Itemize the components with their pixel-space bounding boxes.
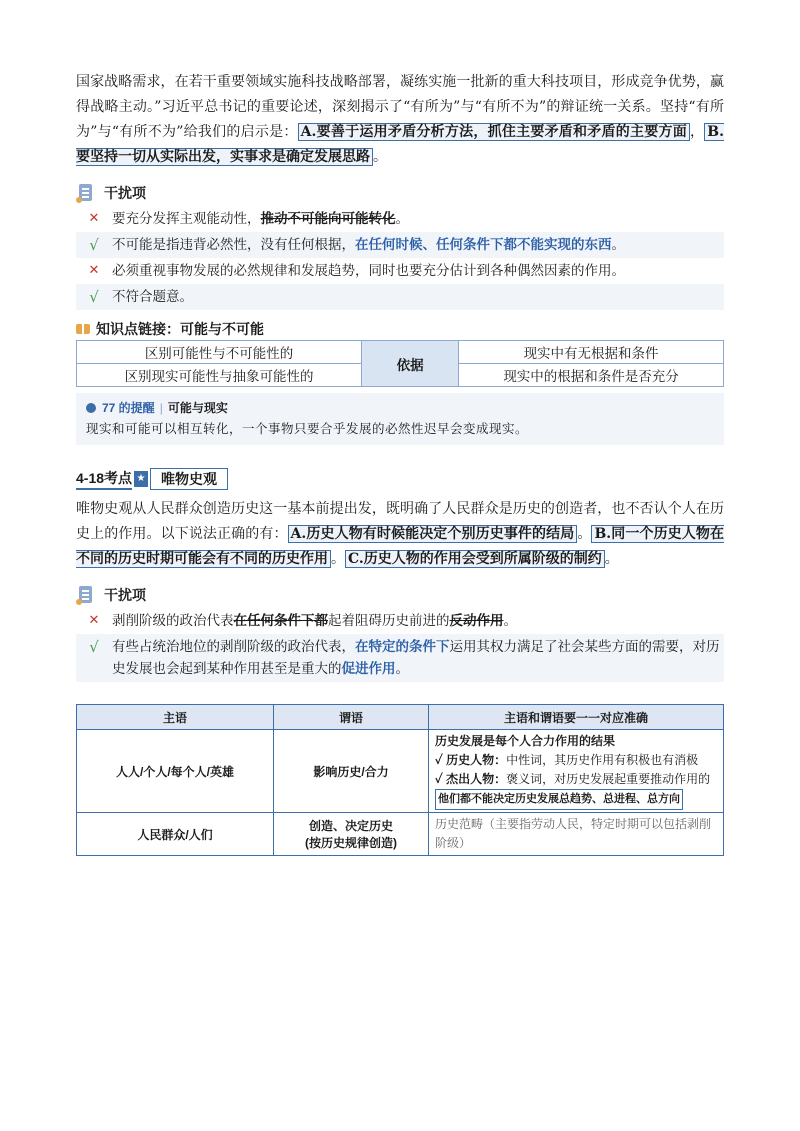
answer-box-a: A.历史人物有时候能决定个别历史事件的结局 (288, 525, 578, 543)
table-cell: 人人/个人/每个人/英雄 (77, 730, 274, 813)
intro-end: 。 (373, 149, 387, 165)
table-cell: 人民群众/人们 (77, 813, 274, 856)
topic-number: 4-18考点 (76, 468, 132, 490)
cross-icon: ✕ (88, 613, 100, 628)
distractor-header-1 (76, 180, 724, 206)
distractor-title: 干扰项 (104, 587, 146, 603)
document-icon (76, 183, 96, 203)
distractor-header-2 (76, 582, 724, 608)
distractor-option: ✕ 要充分发挥主观能动性，推动不可能向可能转化。 (76, 206, 724, 232)
table-cell: 区别现实可能性与抽象可能性的 (77, 364, 362, 387)
table-header: 主语和谓语要一一对应准确 (429, 705, 724, 730)
book-icon (76, 324, 90, 334)
table-header: 谓语 (274, 705, 429, 730)
location-pin-icon (86, 403, 96, 413)
answer-box-b: B.要坚持一切从实际出发，实事求是确定发展思路 (76, 124, 724, 165)
star-icon: ★ (134, 471, 148, 487)
table-cell: 现实中的根据和条件是否充分 (459, 364, 724, 387)
table-cell: 影响历史/合力 (274, 730, 429, 813)
reminder-body: 现实和可能可以相互转化，一个事物只要合乎发展的必然性迟早会变成现实。 (86, 421, 529, 436)
distractor-option: ✕ 剥削阶级的政治代表在任何条件下都起着阻碍历史前进的反动作用。 (76, 608, 724, 634)
topic-name: 唯物史观 (150, 468, 228, 490)
cross-icon: ✕ (88, 211, 100, 226)
distractor-explanation: √ 不可能是指违背必然性，没有任何根据，在任何时候、任何条件下都不能实现的东西。 (76, 232, 724, 258)
distractor-title: 干扰项 (104, 185, 146, 201)
subject-predicate-table (76, 704, 724, 856)
knowledge-title: 知识点链接：可能与不可能 (96, 321, 264, 337)
table-cell: 历史范畴（主要指劳动人民，特定时期可以包括剥削阶级） (429, 813, 724, 856)
table-cell: 现实中有无根据和条件 (459, 341, 724, 364)
answer-box-b: B.同一个历史人物在不同的历史时期可能会有不同的历史作用 (76, 526, 724, 567)
reminder-box: 77 的提醒 | 可能与现实 现实和可能可以相互转化，一个事物只要合乎发展的必然性迟早会变成现实。 (76, 393, 724, 445)
table-cell: 创造、决定历史 (按历史规律创造) (274, 813, 429, 856)
answer-box-c: C.历史人物的作用会受到所属阶级的制约 (345, 550, 605, 568)
reminder-brand: 77 的提醒 (102, 401, 155, 415)
knowledge-table (76, 340, 724, 387)
table-cell-basis: 依据 (362, 341, 459, 387)
topic-header (76, 467, 724, 491)
document-icon (76, 585, 96, 605)
intro-text: 国家战略需求，在若干重要领域实施科技战略部署，凝练实施一批新的重大科技项目，形成竞争优势，赢得战略主动。”习近平总书记的重要论述，深刻揭示了“有所为”与“有所不为”的辩证统一关系。坚持“有所为”与“有所不为”给我们的启示是： (76, 74, 724, 140)
table-header: 主语 (77, 705, 274, 730)
topic-paragraph: 唯物史观从人民群众创造历史这一基本前提出发，既明确了人民群众是历史的创造者，也不否认个人在历史上的作用。以下说法正确的有： A.历史人物有时候能决定个别历史事件的结局 。 B.同一个历史人物在不同的历史时期可能会有不同的历史作用 。 C.历史人物的作用会受到所属阶级的制约 。 (76, 501, 724, 567)
check-icon: √ (89, 236, 99, 254)
distractor-explanation: √ 不符合题意。 (76, 284, 724, 310)
knowledge-link-header (76, 318, 724, 340)
note-box: 他们都不能决定历史发展总趋势、总进程、总方向 (435, 789, 683, 810)
table-cell: 区别可能性与不可能性的 (77, 341, 362, 364)
page (76, 70, 724, 856)
distractor-option: ✕ 必须重视事物发展的必然规律和发展趋势，同时也要充分估计到各种偶然因素的作用。 (76, 258, 724, 284)
check-icon: √ (89, 288, 99, 306)
intro-paragraph: 国家战略需求，在若干重要领域实施科技战略部署，凝练实施一批新的重大科技项目，形成竞争优势，赢得战略主动。”习近平总书记的重要论述，深刻揭示了“有所为”与“有所不为”的辩证统一关系。坚持“有所为”与“有所不为”给我们的启示是： A.要善于运用矛盾分析方法，抓住主要矛盾和矛盾的主要方面 ， B.要坚持一切从实际出发，实事求是确定发展思路 。 (76, 74, 724, 165)
table-cell: 历史发展是每个人合力作用的结果 ✓ 历史人物：中性词，其历史作用有积极也有消极 ✓ 杰出人物：褒义词，对历史发展起重要推动作用的 他们都不能决定历史发展总趋势、总进程、总方向 (429, 730, 724, 813)
check-icon: √ (89, 638, 99, 656)
reminder-title: 可能与现实 (167, 401, 228, 415)
answer-box-a: A.要善于运用矛盾分析方法，抓住主要矛盾和矛盾的主要方面 (298, 123, 690, 141)
distractor-explanation: √ 有些占统治地位的剥削阶级的政治代表，在特定的条件下运用其权力满足了社会某些方面的需要，对历史发展也会起到某种作用甚至是重大的促进作用。 (76, 634, 724, 682)
cross-icon: ✕ (88, 263, 100, 278)
